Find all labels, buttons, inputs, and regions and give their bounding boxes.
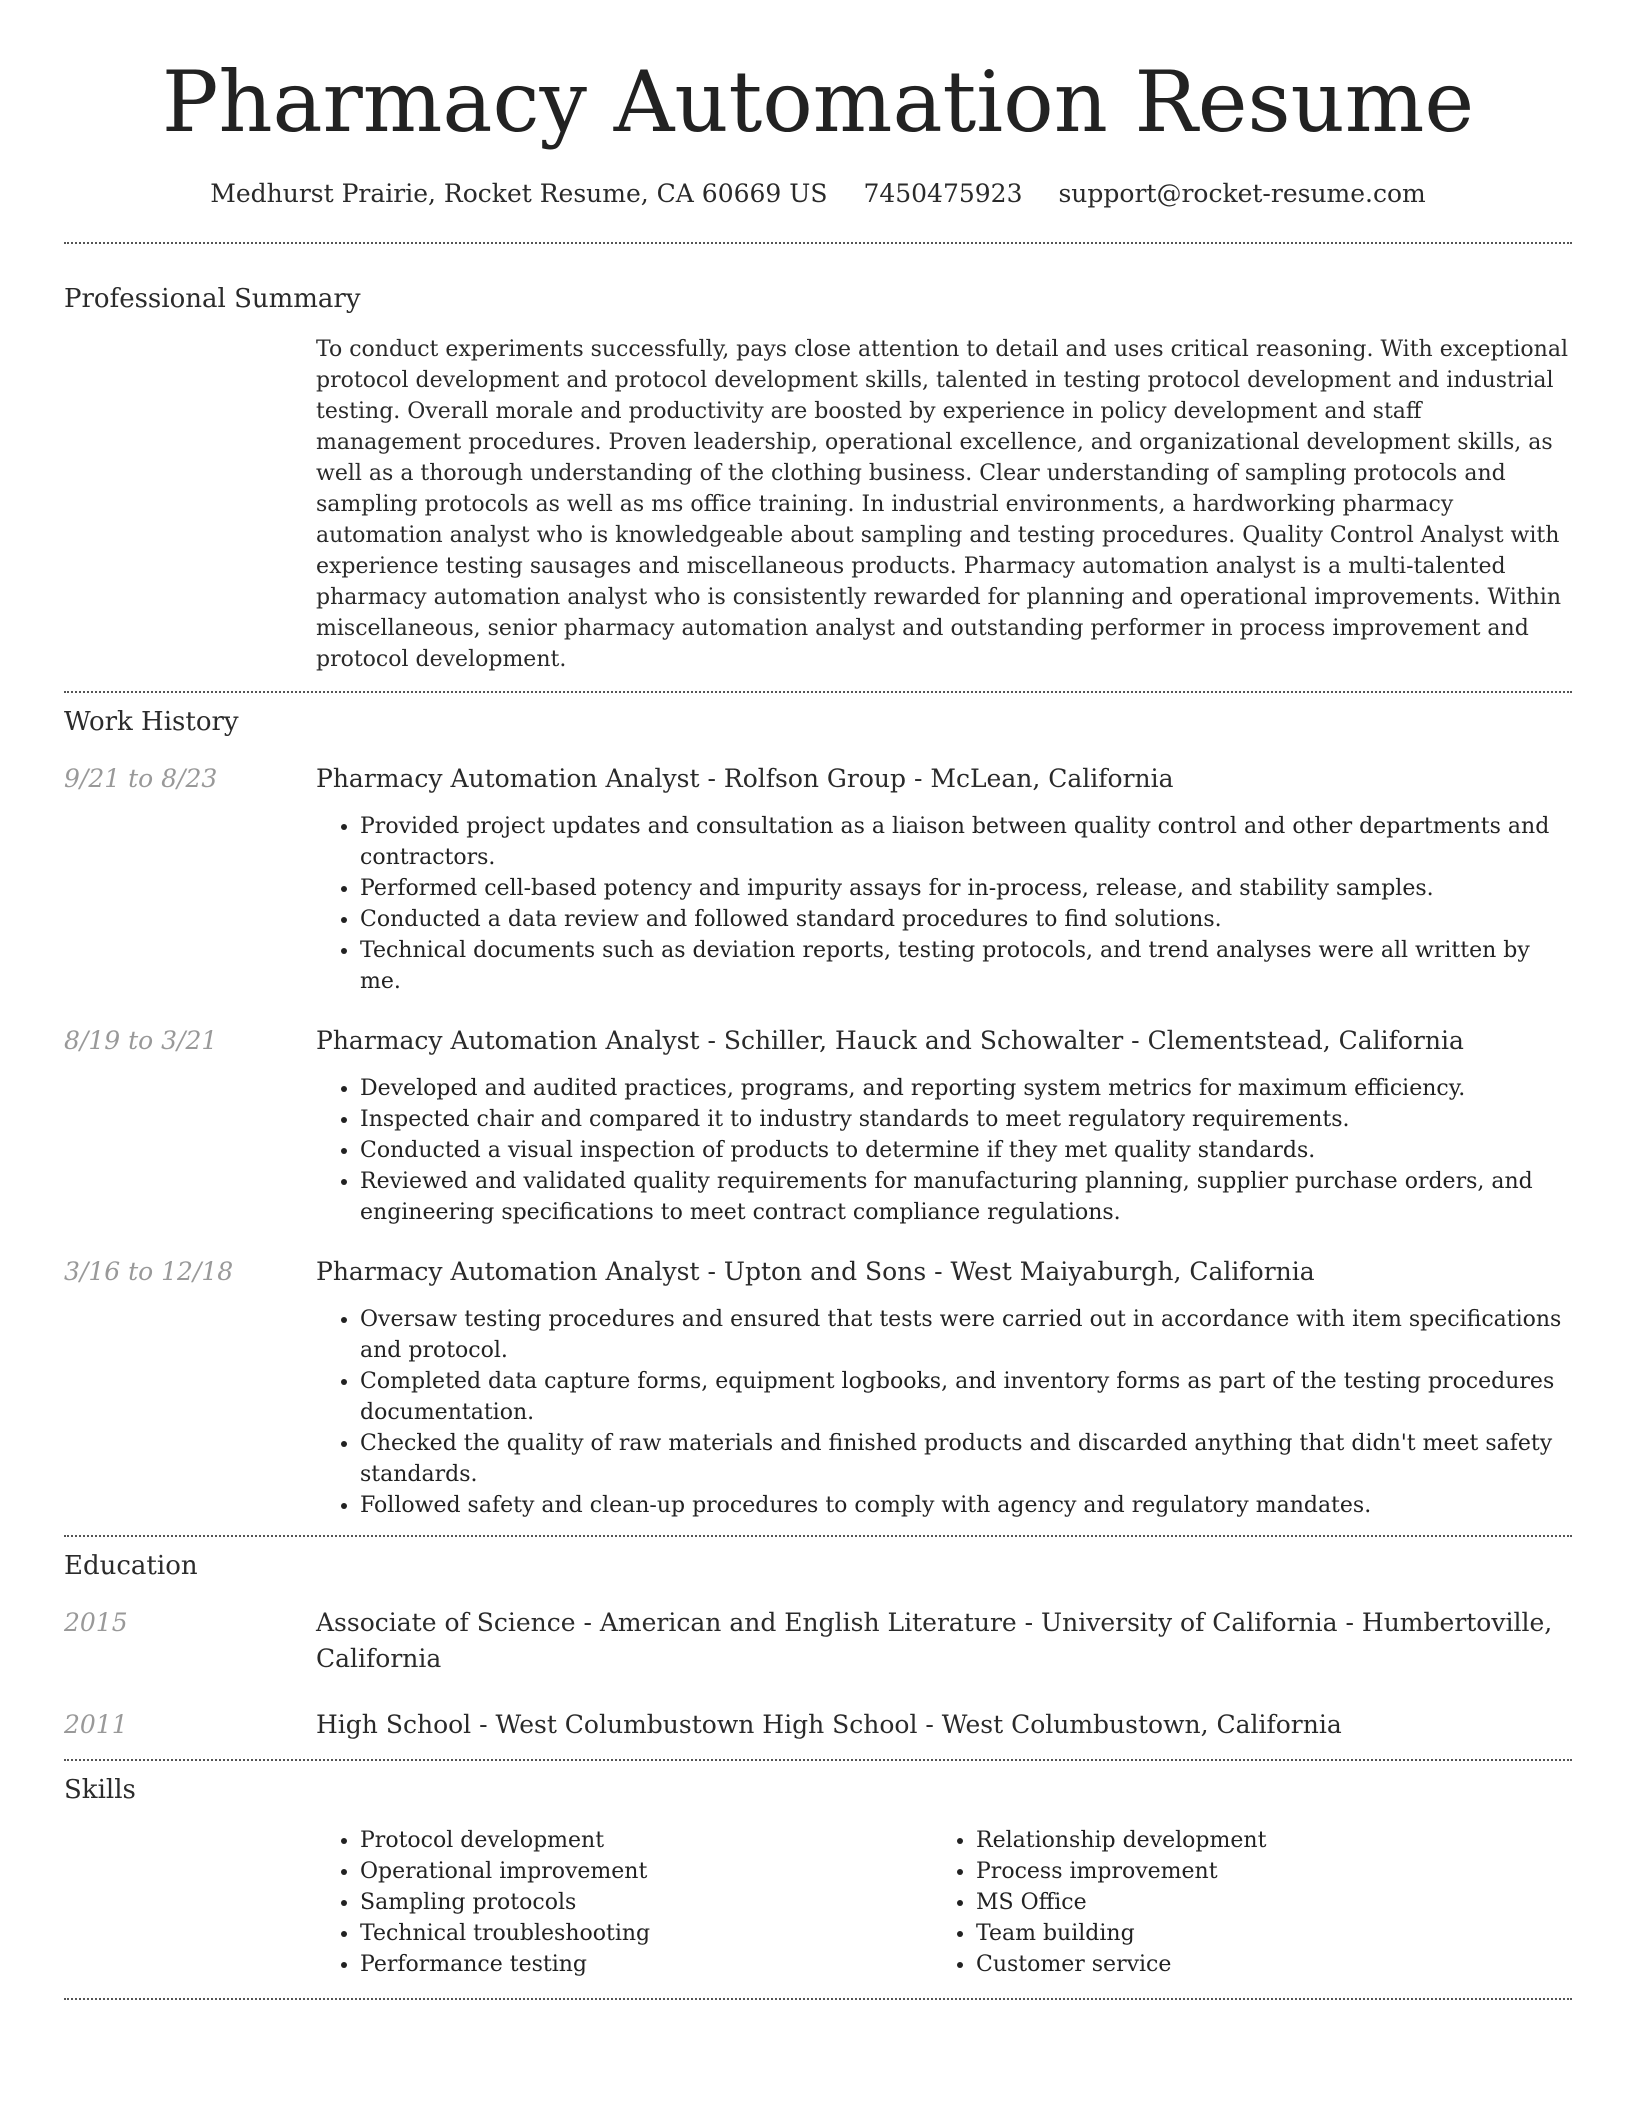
job-bullets: [316, 1073, 1572, 1228]
skills-heading: Skills: [64, 1775, 136, 1805]
job-title: Pharmacy Automation Analyst: [316, 1026, 700, 1055]
job-bullet: • Provided project updates and consultation as a liaison between quality control and other departments and contractors.: [360, 811, 1572, 873]
job-company: Upton and Sons: [723, 1257, 927, 1286]
education-year: 2011: [64, 1710, 128, 1739]
education-heading-line: High School - West Columbustown High School - West Columbustown, California: [316, 1710, 1342, 1739]
education-entry: [64, 1605, 1572, 1677]
section-divider: [64, 691, 1572, 693]
skills-list-left: [316, 1825, 932, 1980]
skill-item: • Technical troubleshooting: [360, 1918, 932, 1949]
skill-item: • MS Office: [976, 1887, 1266, 1918]
job-heading: Pharmacy Automation Analyst - Upton and Sons - West Maiyaburgh, California: [316, 1257, 1315, 1286]
job-heading: Pharmacy Automation Analyst - Rolfson Group - McLean, California: [316, 764, 1174, 793]
job-location: West Maiyaburgh, California: [950, 1257, 1315, 1286]
job-bullet: • Technical documents such as deviation reports, testing protocols, and trend analyses were all written by me.: [360, 935, 1572, 997]
job-bullet: • Developed and audited practices, programs, and reporting system metrics for maximum efficiency.: [360, 1073, 1572, 1104]
skill-item: • Team building: [976, 1918, 1266, 1949]
work-history-section: [64, 705, 1572, 1521]
job-company: Rolfson Group: [723, 764, 907, 793]
job-bullet: • Oversaw testing procedures and ensured that tests were carried out in accordance with item specifications and protocol.: [360, 1304, 1572, 1366]
skills-section: [64, 1773, 1572, 1980]
contact-phone: 7450475923: [863, 179, 1023, 208]
summary-text: To conduct experiments successfully, pays close attention to detail and uses critical reasoning. With exceptional protocol development and protocol development skills, talented in testing protocol development and industrial testing. Overall morale and productivity are boosted by experience in policy development and staff management procedures. Proven leadership, operational excellence, and organizational development skills, as well as a thorough understanding of the clothing business. Clear understanding of sampling protocols and sampling protocols as well as ms office training. In industrial environments, a hardworking pharmacy automation analyst who is knowledgeable about sampling and testing procedures. Quality Control Analyst with experience testing sausages and miscellaneous products. Pharmacy automation analyst is a multi-talented pharmacy automation analyst who is consistently rewarded for planning and operational improvements. Within miscellaneous, senior pharmacy automation analyst and outstanding performer in process improvement and protocol development.: [316, 337, 1569, 672]
job-location: McLean, California: [930, 764, 1174, 793]
education-heading: Education: [64, 1551, 198, 1581]
job-bullet: • Completed data capture forms, equipment logbooks, and inventory forms as part of the testing procedures documentation.: [360, 1366, 1572, 1428]
education-school: West Columbustown High School: [495, 1710, 918, 1739]
education-degree: High School: [316, 1710, 472, 1739]
job-entry: [64, 761, 1572, 997]
skill-item: • Relationship development: [976, 1825, 1266, 1856]
section-divider: [64, 242, 1572, 244]
job-entry: [64, 1023, 1572, 1228]
job-bullets: [316, 1304, 1572, 1521]
job-dates: 8/19 to 3/21: [64, 1026, 218, 1055]
education-heading-line: Associate of Science - American and English Literature - University of California - Humbertoville, California: [316, 1608, 1553, 1673]
skills-grid: [316, 1825, 1572, 1980]
contact-email: support@rocket-resume.com: [1058, 179, 1426, 208]
contact-address: Medhurst Prairie, Rocket Resume, CA 60669 US: [210, 179, 828, 208]
job-dates: 3/16 to 12/18: [64, 1257, 234, 1286]
skill-item: • Sampling protocols: [360, 1887, 932, 1918]
job-location: Clementstead, California: [1147, 1026, 1464, 1055]
summary-section: [64, 282, 1572, 675]
section-divider: [64, 1998, 1572, 2000]
job-bullet: • Followed safety and clean-up procedures to comply with agency and regulatory mandates.: [360, 1490, 1572, 1521]
job-company: Schiller, Hauck and Schowalter: [723, 1026, 1124, 1055]
job-body: [316, 1023, 1572, 1228]
job-body: [316, 1254, 1572, 1521]
skill-item: • Operational improvement: [360, 1856, 932, 1887]
summary-heading: Professional Summary: [64, 284, 361, 314]
section-divider: [64, 1759, 1572, 1761]
job-entry: [64, 1254, 1572, 1521]
job-heading: Pharmacy Automation Analyst - Schiller, Hauck and Schowalter - Clementstead, California: [316, 1026, 1464, 1055]
skill-item: • Performance testing: [360, 1949, 932, 1980]
job-bullet: • Reviewed and validated quality requirements for manufacturing planning, supplier purchase orders, and engineering specifications to meet contract compliance regulations.: [360, 1166, 1572, 1228]
job-bullet: • Performed cell-based potency and impurity assays for in-process, release, and stability samples.: [360, 873, 1572, 904]
job-dates: 9/21 to 8/23: [64, 764, 218, 793]
section-divider: [64, 1535, 1572, 1537]
skill-item: • Customer service: [976, 1949, 1266, 1980]
skill-item: • Protocol development: [360, 1825, 932, 1856]
education-section: [64, 1549, 1572, 1743]
job-bullet: • Inspected chair and compared it to industry standards to meet regulatory requirements.: [360, 1104, 1572, 1135]
skill-item: • Process improvement: [976, 1856, 1266, 1887]
education-year: 2015: [64, 1608, 128, 1637]
education-entry: [64, 1707, 1572, 1743]
education-field: American and English Literature: [599, 1608, 1017, 1637]
job-bullet: • Conducted a data review and followed standard procedures to find solutions.: [360, 904, 1572, 935]
job-bullets: [316, 811, 1572, 997]
education-location: West Columbustown, California: [941, 1710, 1342, 1739]
resume-page: [64, 0, 1572, 2000]
job-bullet: • Conducted a visual inspection of products to determine if they met quality standards.: [360, 1135, 1572, 1166]
education-degree: Associate of Science: [316, 1608, 576, 1637]
job-title: Pharmacy Automation Analyst: [316, 764, 700, 793]
resume-title: Pharmacy Automation Resume: [161, 53, 1475, 151]
contact-line: [64, 178, 1572, 210]
job-bullet: • Checked the quality of raw materials and finished products and discarded anything that didn't meet safety standards.: [360, 1428, 1572, 1490]
education-location: Humbertoville, California: [316, 1608, 1553, 1673]
job-title: Pharmacy Automation Analyst: [316, 1257, 700, 1286]
job-body: [316, 761, 1572, 997]
education-school: University of California: [1041, 1608, 1338, 1637]
work-history-heading: Work History: [64, 707, 239, 737]
skills-list-right: [932, 1825, 1266, 1980]
